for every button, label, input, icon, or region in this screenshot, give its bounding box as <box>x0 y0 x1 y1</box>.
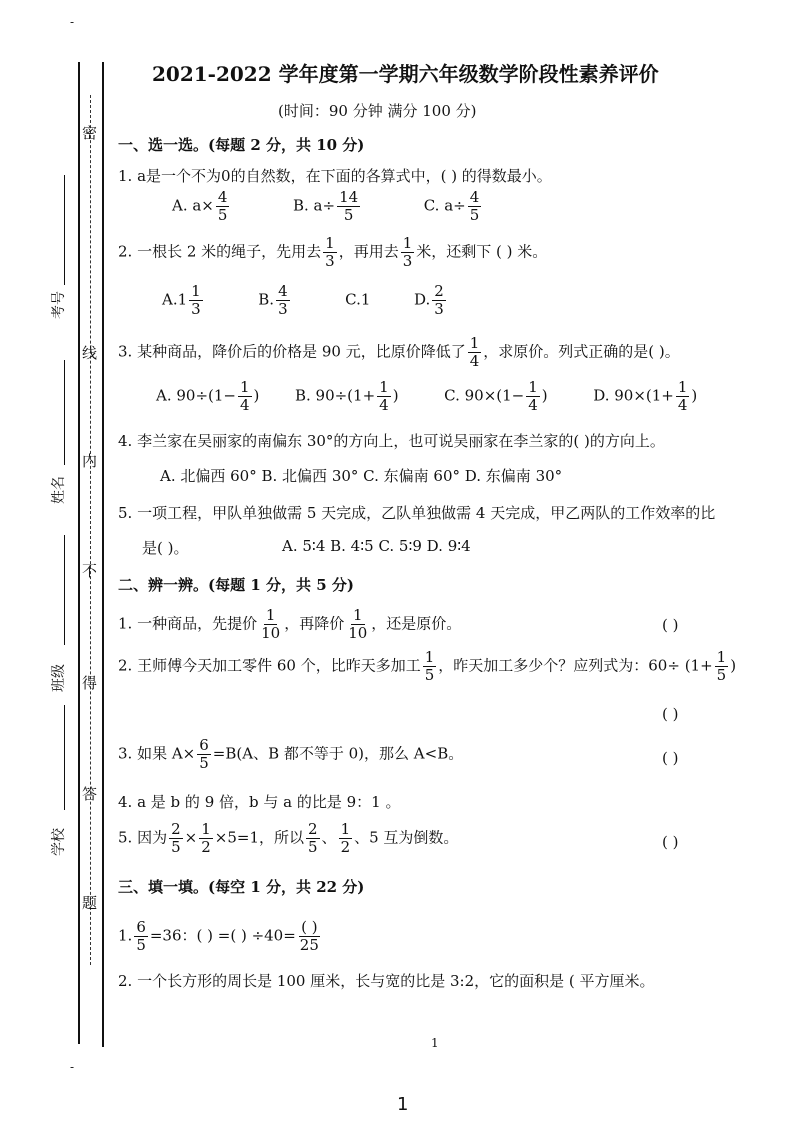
seal-char-4: 不 <box>82 562 98 580</box>
page-subtitle: (时间：90 分钟 满分 100 分) <box>278 102 477 120</box>
exam-number-label: 考号 <box>51 291 67 319</box>
section-3-heading: 三、填一填。(每空 1 分，共 22 分) <box>118 878 365 896</box>
class-label: 班级 <box>51 664 67 692</box>
section-2-heading: 二、辨一辨。(每题 1 分，共 5 分) <box>118 576 354 594</box>
margin-mark: - <box>70 15 75 29</box>
s1-q5-options: A. 5∶4 B. 4∶5 C. 5∶9 D. 9∶4 <box>282 537 471 555</box>
s1-q2-text: 2. 一根长 2 米的绳子，先用去 $\frac{1}{3}$ ，再用去 $\frac{1}{3}$ 米，还剩下 ( ) 米。 <box>118 234 548 270</box>
exam-number-line <box>64 175 65 285</box>
s2-q1-text: 1. 一种商品，先提价 $\frac{1}{10}$ ，再降价 $\frac{1}{10}$ ，还是原价。 <box>118 606 462 642</box>
s1-q1-options: A. a× $\frac{4}{5}$ B. a÷ $\frac{14}{5}$ C. a÷ $\frac{4}{5}$ <box>172 188 480 224</box>
s1-q2-options: A.1 $\frac{1}{3}$ B. $\frac{4}{3}$ C.1 D. $\frac{2}{3}$ <box>162 282 444 318</box>
seal-char-1: 密 <box>82 124 98 142</box>
s1-q3-text: 3. 某种商品，降价后的价格是 90 元，比原价降低了 $\frac{1}{4}$ ，求原价。列式正确的是( )。 <box>118 334 680 370</box>
seal-char-5: 得 <box>82 674 98 692</box>
seal-char-7: 题 <box>82 894 98 912</box>
s2-q2-text: 2. 王师傅今天加工零件 60 个，比昨天多加工 $\frac{1}{5}$ ，昨天加工多少个？应列式为：60÷ (1+ $\frac{1}{5}$ ) <box>118 648 737 684</box>
s1-q4-options: A. 北偏西 60° B. 北偏西 30° C. 东偏南 60° D. 东偏南 30° <box>160 467 563 485</box>
s2-q1-answer-paren[interactable]: ( ) <box>662 616 679 634</box>
s2-q4-text: 4. a 是 b 的 9 倍，b 与 a 的比是 9：1 。 <box>118 793 401 811</box>
s2-q3-answer-paren[interactable]: ( ) <box>662 749 679 767</box>
s1-q3-options: A. 90÷(1− $\frac{1}{4}$ ) B. 90÷(1+ $\frac{1}{4}$ ) C. 90×(1− $\frac{1}{4}$ ) D. 90×(1+ $\frac{1}{4}$ ) <box>156 378 698 414</box>
s2-q2-answer-paren[interactable]: ( ) <box>662 705 679 723</box>
s2-q5-text: 5. 因为 $\frac{2}{5}$ × $\frac{1}{2}$ ×5=1，所以 $\frac{2}{5}$ 、 $\frac{1}{2}$ 、5 互为倒数。 <box>118 820 459 856</box>
seal-char-2: 线 <box>82 344 98 362</box>
s2-q5-answer-paren[interactable]: ( ) <box>662 833 679 851</box>
s3-q1-text: 1. $\frac{6}{5}$ =36：( ) =( ) ÷40= $\frac{( )}{25}$ <box>118 918 319 954</box>
s1-q5-text: 5. 一项工程，甲队单独做需 5 天完成，乙队单独做需 4 天完成，甲乙两队的工作效率的比 <box>118 504 716 522</box>
outer-page-number: 1 <box>397 1094 409 1115</box>
s1-q5-text-2: 是( )。 <box>142 539 189 557</box>
s1-q1-text: 1. a是一个不为0的自然数，在下面的各算式中，( ) 的得数最小。 <box>118 167 552 185</box>
inner-page-number: 1 <box>431 1036 439 1050</box>
name-label: 姓名 <box>51 476 67 504</box>
seal-char-6: 答 <box>82 785 98 803</box>
binding-line-inner <box>102 62 104 1047</box>
seal-dashed-line <box>90 95 91 965</box>
school-line <box>64 705 65 810</box>
page-title: 2021-2022 学年度第一学期六年级数学阶段性素养评价 <box>152 62 659 86</box>
school-label: 学校 <box>51 828 67 856</box>
corner-mark: - <box>70 1060 75 1074</box>
s2-q3-text: 3. 如果 A× $\frac{6}{5}$ =B(A、B 都不等于 0)，那么 A<B。 <box>118 736 464 772</box>
seal-char-3: 内 <box>82 452 98 470</box>
binding-line-outer <box>78 62 80 1044</box>
s3-q2-text: 2. 一个长方形的周长是 100 厘米，长与宽的比是 3:2，它的面积是 ( 平方厘米。 <box>118 972 655 990</box>
class-line <box>64 535 65 645</box>
name-line <box>64 360 65 465</box>
s1-q4-text: 4. 李兰家在吴丽家的南偏东 30°的方向上，也可说吴丽家在李兰家的( )的方向上。 <box>118 432 665 450</box>
section-1-heading: 一、选一选。(每题 2 分，共 10 分) <box>118 136 365 154</box>
